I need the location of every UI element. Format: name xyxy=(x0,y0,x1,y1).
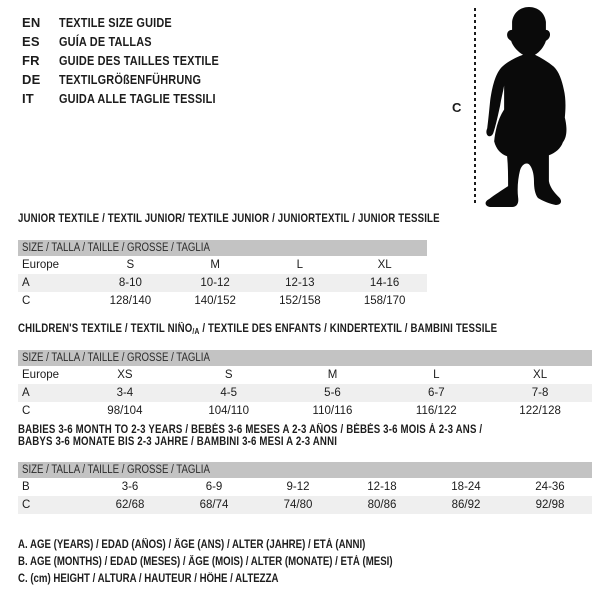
value-cell: 10-12 xyxy=(200,277,230,289)
language-code: EN xyxy=(22,15,41,30)
value-cell: 110/116 xyxy=(312,405,353,417)
table-row-height xyxy=(18,496,592,514)
value-cell: 104/110 xyxy=(208,405,250,417)
value-cell: 68/74 xyxy=(199,499,229,511)
value-cell: 86/92 xyxy=(451,499,481,511)
size-cell: M xyxy=(327,369,338,381)
footnote-height-cm: C. (cm) HEIGHT / ALTURA / HAUTEUR / HÖHE / ALTEZZA xyxy=(18,573,279,585)
table-row-height xyxy=(18,402,592,420)
size-header-label: SIZE / TALLA / TAILLE / GRÖSSE / TAGLIA xyxy=(22,464,210,476)
value-cell: 8-10 xyxy=(118,277,142,289)
value-cell: 4-5 xyxy=(220,387,237,399)
language-row-de xyxy=(22,70,249,89)
table-row-europe xyxy=(18,256,427,274)
language-title: TEXTILE SIZE GUIDE xyxy=(59,15,172,30)
size-cell: L xyxy=(296,259,304,271)
value-cell: 6-9 xyxy=(205,481,223,493)
baby-silhouette-icon xyxy=(482,4,576,209)
title-line-2: BABYS 3-6 MONATE BIS 2-3 JAHRE / BAMBINI 3-6 MESI A 2-3 ANNI xyxy=(18,436,338,448)
row-label: C xyxy=(22,499,31,511)
value-cell: 12-13 xyxy=(285,277,315,289)
row-label: A xyxy=(22,277,30,289)
value-cell: 5-6 xyxy=(324,387,341,399)
height-marker-label: C xyxy=(452,100,462,115)
value-cell: 6-7 xyxy=(427,387,445,399)
row-label: Europe xyxy=(22,259,60,271)
value-cell: 3-6 xyxy=(121,481,139,493)
size-cell: M xyxy=(210,259,220,271)
children-size-table xyxy=(18,350,592,420)
title-text: / TEXTILE DES ENFANTS / KINDERTEXTIL / BAMBINI TESSILE xyxy=(199,323,498,335)
value-cell: 80/86 xyxy=(367,499,397,511)
size-cell: S xyxy=(126,259,135,271)
language-title: GUÍA DE TALLAS xyxy=(59,34,152,49)
value-cell: 98/104 xyxy=(107,405,143,417)
language-row-fr xyxy=(22,51,249,70)
title-text: CHILDREN'S TEXTILE / TEXTIL NIÑO xyxy=(18,323,193,335)
legend-footnotes xyxy=(18,537,464,588)
language-title-list xyxy=(22,13,249,108)
junior-size-table xyxy=(18,240,427,310)
value-cell: 116/122 xyxy=(415,405,457,417)
babies-size-table xyxy=(18,462,592,514)
language-title: TEXTILGRÖßENFÜHRUNG xyxy=(59,72,202,87)
size-header-row xyxy=(18,240,427,256)
value-cell: 7-8 xyxy=(531,387,549,399)
size-cell: L xyxy=(433,369,440,381)
size-header-row xyxy=(18,462,592,478)
language-code: IT xyxy=(22,91,34,106)
value-cell: 14-16 xyxy=(369,277,400,289)
language-row-en xyxy=(22,13,249,32)
table-row-months xyxy=(18,478,592,496)
table-row-age xyxy=(18,384,592,402)
language-row-it xyxy=(22,89,249,108)
junior-table-title: JUNIOR TEXTILE / TEXTIL JUNIOR/ TEXTILE JUNIOR / JUNIORTEXTIL / JUNIOR TESSILE xyxy=(18,213,440,225)
height-measure-dashed-line xyxy=(474,8,476,206)
language-code: FR xyxy=(22,53,40,68)
size-cell: S xyxy=(224,369,233,381)
value-cell: 140/152 xyxy=(194,295,236,307)
value-cell: 92/98 xyxy=(535,499,565,511)
row-label: C xyxy=(22,405,31,417)
value-cell: 128/140 xyxy=(109,295,152,307)
value-cell: 158/170 xyxy=(363,295,406,307)
value-cell: 12-18 xyxy=(367,481,397,493)
footnote-age-years: A. AGE (YEARS) / EDAD (AÑOS) / ÂGE (ANS) / ALTER (JAHRE) / ETÀ (ANNI) xyxy=(18,539,366,551)
size-header-label: SIZE / TALLA / TAILLE / GRÖSSE / TAGLIA xyxy=(22,242,210,254)
size-cell: XL xyxy=(533,369,548,381)
language-code: DE xyxy=(22,72,41,87)
language-row-es xyxy=(22,32,249,51)
size-cell: XS xyxy=(117,369,133,381)
value-cell: 122/128 xyxy=(519,405,561,417)
row-label: C xyxy=(22,295,31,307)
language-title: GUIDA ALLE TAGLIE TESSILI xyxy=(59,91,216,106)
row-label: B xyxy=(22,481,30,493)
size-cell: XL xyxy=(377,259,392,271)
language-code: ES xyxy=(22,34,40,49)
children-table-title xyxy=(18,323,497,336)
table-row-europe xyxy=(18,366,592,384)
value-cell: 3-4 xyxy=(116,387,134,399)
row-label: A xyxy=(22,387,30,399)
value-cell: 18-24 xyxy=(451,481,481,493)
row-label: Europe xyxy=(22,369,60,381)
value-cell: 74/80 xyxy=(283,499,313,511)
footnote-age-months: B. AGE (MONTHS) / EDAD (MESES) / ÂGE (MOIS) / ALTER (MONATE) / ETÀ (MESI) xyxy=(18,556,393,568)
title-line-1: BABIES 3-6 MONTH TO 2-3 YEARS / BEBÉS 3-6 MESES A 2-3 AÑOS / BÉBÉS 3-6 MOIS À 2-3 ANS / xyxy=(18,424,483,436)
value-cell: 24-36 xyxy=(535,481,565,493)
value-cell: 152/158 xyxy=(279,295,321,307)
value-cell: 62/68 xyxy=(115,499,145,511)
value-cell: 9-12 xyxy=(286,481,310,493)
babies-table-title xyxy=(18,424,571,448)
language-title: GUIDE DES TAILLES TEXTILE xyxy=(59,53,219,68)
size-header-row xyxy=(18,350,592,366)
table-row-age xyxy=(18,274,427,292)
table-row-height xyxy=(18,292,427,310)
size-header-label: SIZE / TALLA / TAILLE / GRÖSSE / TAGLIA xyxy=(22,352,210,364)
title-subscript: /A xyxy=(192,327,200,336)
